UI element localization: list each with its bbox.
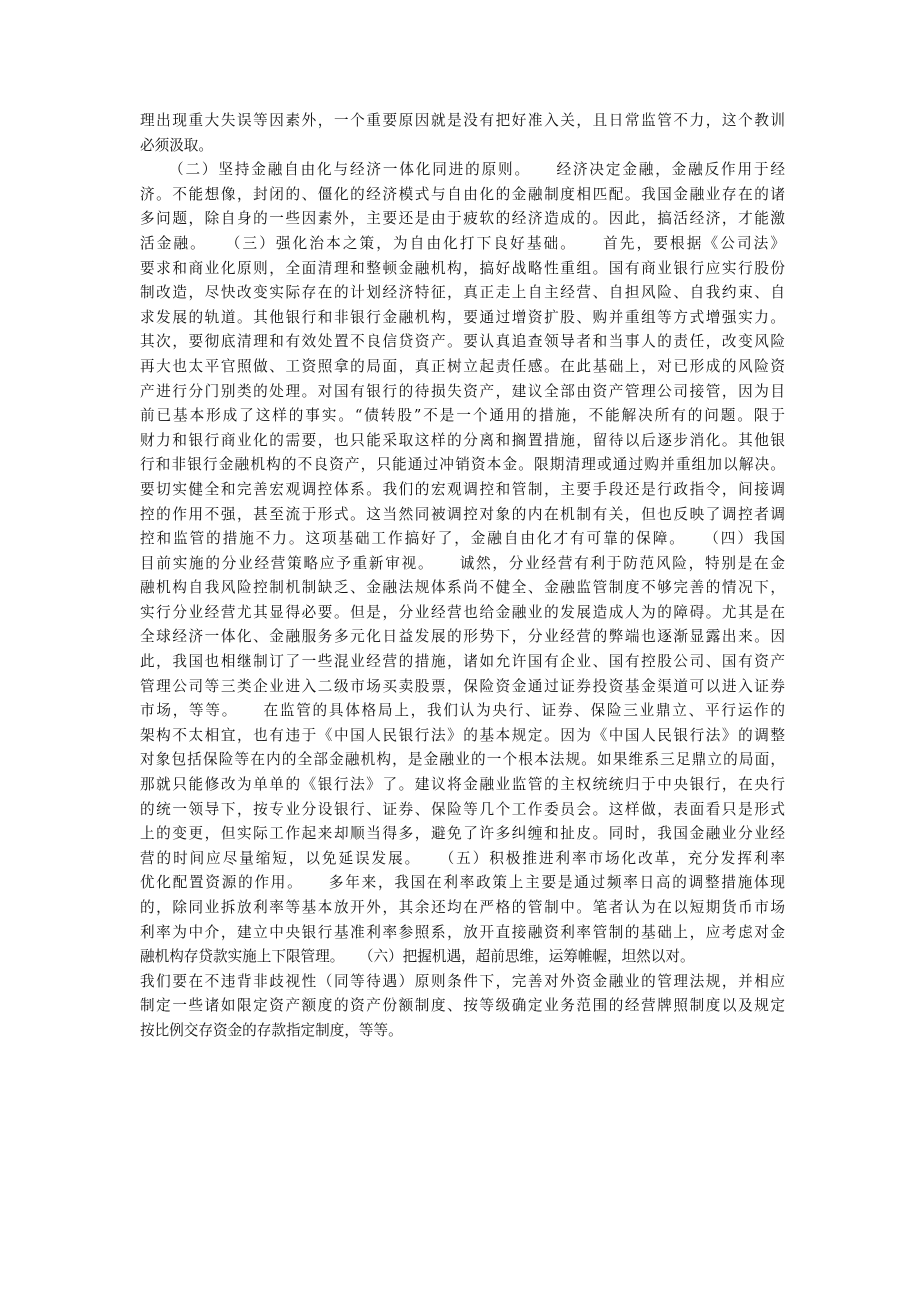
text-line: 那就只能修改为单单的《银行法》了。建议将金融业监管的主权统统归于中央银行，在央行 (140, 776, 785, 794)
text-line: 再大也太平官照做、工资照拿的局面，真正树立起责任感。在此基础上，对已形成的风险资 (140, 357, 785, 375)
text-line: 架构不太相宜，也有违于《中国人民银行法》的基本规定。因为《中国人民银行法》的调整 (140, 726, 785, 744)
text-line: 前已基本形成了这样的事实。“债转股”不是一个通用的措施，不能解决所有的问题。限于 (140, 407, 785, 425)
text-line: 要求和商业化原则，全面清理和整顿金融机构，搞好战略性重组。国有商业银行应实行股份 (140, 259, 785, 277)
text-line: 活金融。 （三）强化治本之策，为自由化打下良好基础。 首先，要根据《公司法》 (140, 234, 785, 252)
text-line: 产进行分门别类的处理。对国有银行的待损失资产，建议全部由资产管理公司接管，因为目 (140, 382, 785, 400)
text-line: （二）坚持金融自由化与经济一体化同进的原则。 经济决定金融，金融反作用于经 (169, 161, 785, 179)
text-line: 优化配置资源的作用。 多年来，我国在利率政策上主要是通过频率日高的调整措施体现 (140, 874, 785, 892)
text-line: 此，我国也相继制订了一些混业经营的措施，诸如允许国有企业、国有控股公司、国有资产 (140, 653, 785, 671)
text-line: 利率为中介，建立中央银行基准利率参照系，放开直接融资利率管制的基础上，应考虑对金 (140, 923, 785, 941)
text-line: 市场，等等。 在监管的具体格局上，我们认为央行、证券、保险三业鼎立、平行运作的 (140, 702, 785, 720)
text-line: 按比例交存资金的存款指定制度，等等。 (140, 1021, 403, 1039)
text-line: 必须汲取。 (140, 136, 213, 154)
text-line: 融机构存贷款实施上下限管理。 （六）把握机遇，超前思维，运筹帷幄，坦然以对。 (140, 948, 695, 966)
document-body (140, 109, 785, 1044)
text-line: 控的作用不强，甚至流于形式。这当然同被调控对象的内在机制有关，但也反映了调控者调 (140, 505, 785, 523)
text-line: 目前实施的分业经营策略应予重新审视。 诚然，分业经营有利于防范风险，特别是在金 (140, 554, 785, 572)
text-line: 的，除同业拆放利率等基本放开外，其余还均在严格的管制中。笔者认为在以短期货币市场 (140, 899, 785, 916)
text-line: 管理公司等三类企业进入二级市场买卖股票，保险资金通过证券投资基金渠道可以进入证券 (140, 677, 785, 695)
text-line: 制改造，尽快改变实际存在的计划经济特征，真正走上自主经营、自担风险、自我约束、自 (140, 284, 785, 302)
text-line: 财力和银行商业化的需要，也只能采取这样的分离和搁置措施，留待以后逐步消化。其他银 (140, 431, 785, 449)
text-line: 多问题，除自身的一些因素外，主要还是由于疲软的经济造成的。因此，搞活经济，才能激 (140, 210, 785, 228)
text-line: 制定一些诸如限定资产额度的资产份额制度、按等级确定业务范围的经营牌照制度以及规定 (140, 997, 785, 1015)
text-line: 的统一领导下，按专业分设银行、证券、保险等几个工作委员会。这样做，表面看只是形式 (140, 800, 785, 818)
text-line: 理出现重大失误等因素外，一个重要原因就是没有把好准入关，且日常监管不力，这个教训 (140, 112, 785, 129)
text-line: 对象包括保险等在内的全部金融机构，是金融业的一个根本法规。如果维系三足鼎立的局面， (140, 751, 785, 769)
text-line: 营的时间应尽量缩短，以免延误发展。 （五）积极推进利率市场化改革，充分发挥利率 (140, 849, 785, 867)
text-line: 求发展的轨道。其他银行和非银行金融机构，要通过增资扩股、购并重组等方式增强实力。 (140, 308, 785, 326)
text-line: 行和非银行金融机构的不良资产，只能通过冲销资本金。限期清理或通过购并重组加以解决。 (140, 456, 785, 474)
text-line: 要切实健全和完善宏观调控体系。我们的宏观调控和管制，主要手段还是行政指令，间接调 (140, 480, 785, 498)
text-line: 上的变更，但实际工作起来却顺当得多，避免了许多纠缠和扯皮。同时，我国金融业分业经 (140, 825, 785, 843)
text-line: 其次，要彻底清理和有效处置不良信贷资产。要认真追查领导者和当事人的责任，改变风险 (140, 333, 785, 351)
text-line: 全球经济一体化、金融服务多元化日益发展的形势下，分业经营的弊端也逐渐显露出来。因 (140, 628, 785, 646)
text-line: 融机构自我风险控制机制缺乏、金融法规体系尚不健全、金融监管制度不够完善的情况下， (140, 579, 785, 597)
text-line: 控和监管的措施不力。这项基础工作搞好了，金融自由化才有可靠的保障。 （四）我国 (140, 530, 785, 548)
text-line: 济。不能想像，封闭的、僵化的经济模式与自由化的金融制度相匹配。我国金融业存在的诸 (140, 185, 785, 203)
text-line: 实行分业经营尤其显得必要。但是，分业经营也给金融业的发展造成人为的障碍。尤其是在 (140, 603, 785, 621)
text-line: 我们要在不违背非歧视性（同等待遇）原则条件下，完善对外资金融业的管理法规，并相应 (140, 972, 785, 990)
